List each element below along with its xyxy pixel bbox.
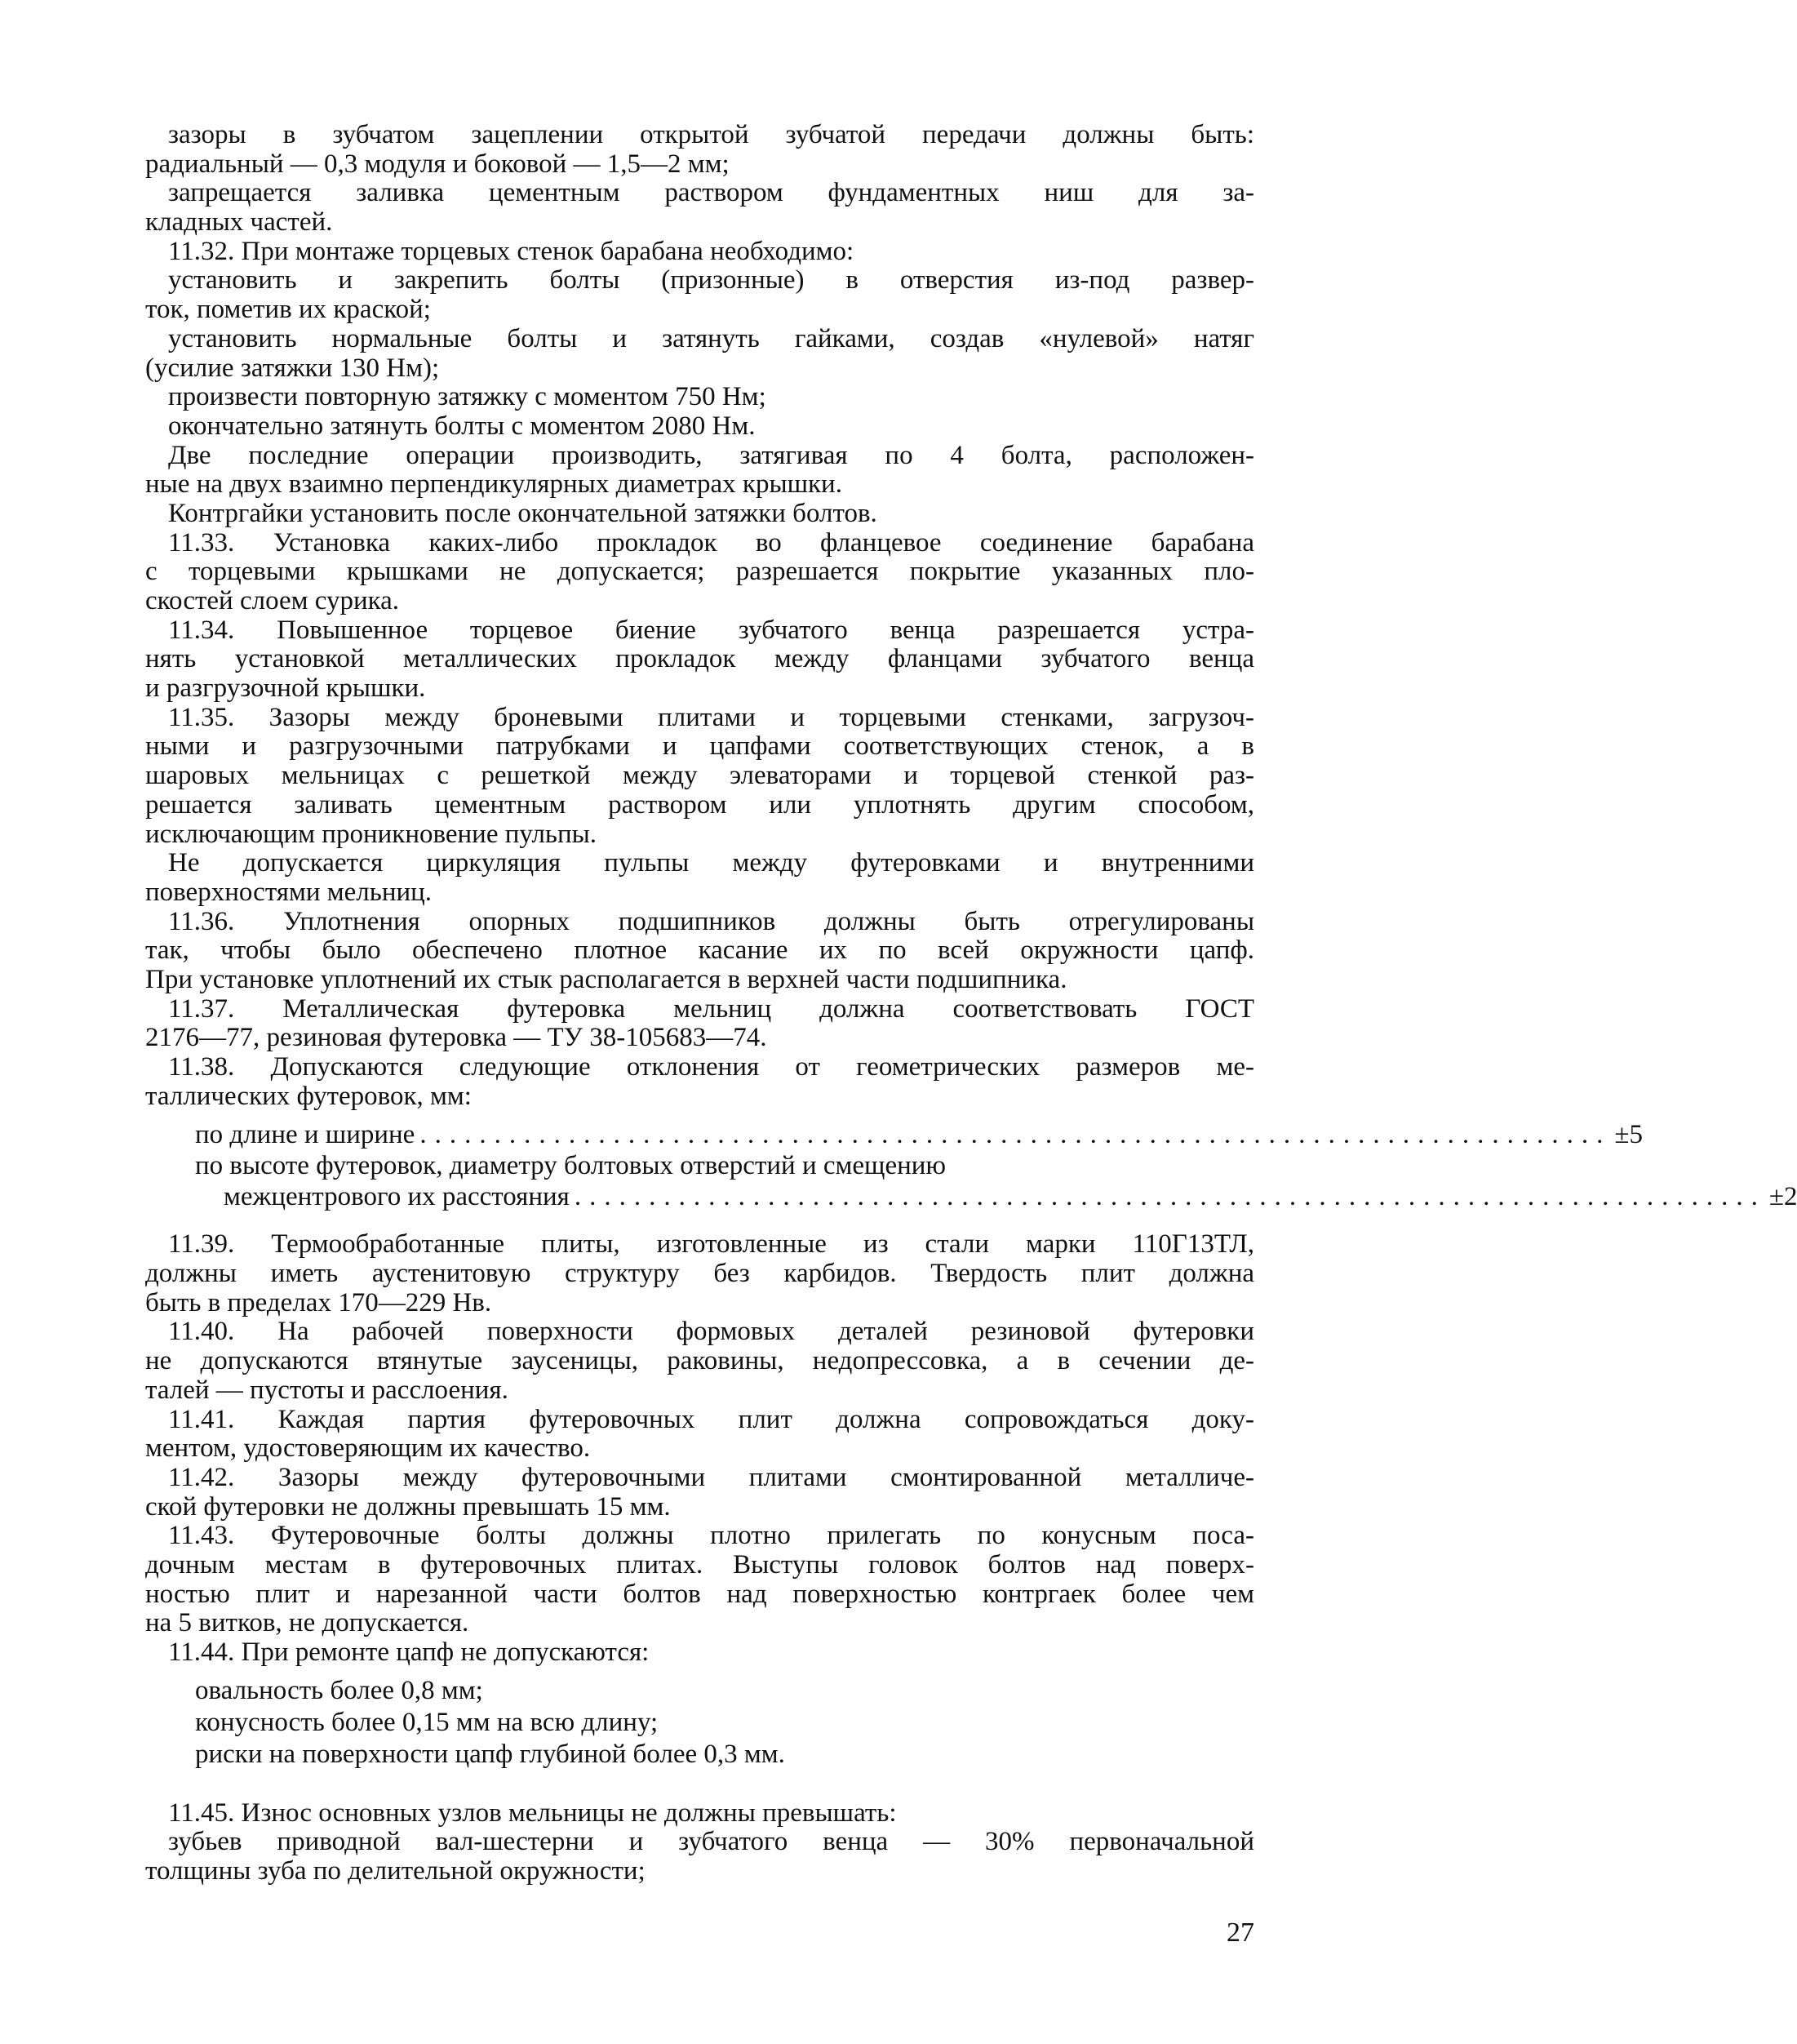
text-line: исключающим проникновение пульпы. [145,819,597,849]
text-line: запрещается заливка цементным раствором фундаментных ниш для за- [168,178,1254,208]
text-line: дочным местам в футеровочных плитах. Выступы головок болтов над поверх- [145,1549,1254,1580]
paragraph [145,849,1254,907]
text-line: установить и закрепить болты (призонные) в отверстия из-под развер- [168,265,1254,295]
tolerance-row [195,1150,1169,1181]
paragraph [145,121,1254,179]
text-line: 11.43. Футеровочные болты должны плотно прилегать по конусным поса- [168,1521,1254,1551]
text-line: кладных частей. [145,207,333,238]
paragraph [145,1464,1254,1522]
text-line: 11.44. При ремонте цапф не допускаются: [168,1637,650,1667]
text-line: зазоры в зубчатом зацеплении открытой зубчатой передачи должны быть: [168,120,1254,149]
tolerance-row [195,1181,1797,1212]
paragraph [145,908,1254,995]
text-line: ской футеровки не должны превышать 15 мм. [145,1491,671,1522]
text-line: 11.36. Уплотнения опорных подшипников должны быть отрегулированы [168,906,1254,936]
text-line: быть в пределах 170—229 Нв. [145,1287,492,1317]
text-line: 11.39. Термообработанные плиты, изготовленные из стали марки 110Г13ТЛ, [168,1229,1254,1260]
paragraph [145,1406,1254,1464]
tolerance-value: ±2 [1768,1182,1797,1212]
text-line: 11.35. Зазоры между броневыми плитами и торцевыми стенками, загрузоч- [168,702,1254,732]
text-line: на 5 витков, не допускается. [145,1608,469,1638]
paragraph [145,1522,1254,1638]
dot-leader: ................................................................................ [419,1120,1612,1150]
text-line: 11.45. Износ основных узлов мельницы не должны превышать: [168,1797,897,1828]
paragraph [145,529,1254,616]
paragraph [145,1638,1254,1668]
text-line: 11.34. Повышенное торцевое биение зубчатого венца разрешается устра- [168,615,1254,645]
paragraph [145,1053,1254,1111]
paragraph [145,325,1254,383]
tolerance-value: ±5 [1614,1120,1643,1150]
paragraph [145,238,1254,267]
paragraph [145,1828,1254,1886]
text-line: При установке уплотнений их стык располагается в верхней части подшипника. [145,964,1067,994]
list-item: овальность более 0,8 мм; [195,1675,483,1705]
page-number: 27 [1227,1917,1254,1948]
text-line: нять установкой металлических прокладок между фланцами зубчатого венца [145,644,1254,674]
text-line: установить нормальные болты и затянуть гайками, создав «нулевой» натяг [168,323,1254,353]
paragraph [145,995,1254,1053]
paragraph [145,616,1254,704]
tolerance-table [145,1119,1797,1212]
text-line: 11.32. При монтаже торцевых стенок барабана необходимо: [168,236,854,266]
text-line: Две последние операции производить, затягивая по 4 болта, расположен- [168,440,1254,470]
text-line: 11.42. Зазоры между футеровочными плитами смонтированной металличе- [168,1462,1254,1492]
text-line: не допускаются втянутые заусеницы, раковины, недопрессовка, а в сечении де- [145,1346,1254,1376]
paragraph [145,1799,1254,1828]
text-line: решается заливать цементным раствором или уплотнять другим способом, [145,789,1254,820]
paragraph [145,383,1254,412]
text-line: талей — пустоты и расслоения. [145,1375,508,1405]
text-line: толщины зуба по делительной окружности; [145,1856,646,1886]
paragraph [145,266,1254,324]
text-line: ные на двух взаимно перпендикулярных диаметрах крышки. [145,469,842,500]
paragraph [145,179,1254,237]
paragraph [145,500,1254,529]
text-line: ток, пометив их краской; [145,295,431,325]
list-item: конусность более 0,15 мм на всю длину; [195,1707,659,1737]
text-line: так, чтобы было обеспечено плотное касание их по всей окружности цапф. [145,935,1254,966]
paragraph [145,1230,1254,1317]
paragraph [145,704,1254,849]
text-line: скостей слоем сурика. [145,586,400,615]
text-line: зубьев приводной вал-шестерни и зубчатого венца — 30% первоначальной [168,1827,1254,1857]
document-body [145,120,1797,1886]
text-line: и разгрузочной крышки. [145,673,426,704]
text-line: ментом, удостоверяющим их качество. [145,1433,591,1464]
list-item: риски на поверхности цапф глубиной более 0,3 мм. [195,1739,785,1769]
text-line: 11.37. Металлическая футеровка мельниц должна соответствовать ГОСТ [168,993,1254,1024]
text-line: ностью плит и нарезанной части болтов над поверхностью контргаек более чем [145,1579,1254,1609]
text-line: 11.40. На рабочей поверхности формовых деталей резиновой футеровки [168,1317,1254,1347]
text-line: Не допускается циркуляция пульпы между футеровками и внутренними [168,848,1254,878]
text-line: ными и разгрузочными патрубками и цапфами соответствующих стенок, а в [145,731,1254,762]
text-line: (усилие затяжки 130 Нм); [145,353,440,383]
text-line: 2176—77, резиновая футеровка — ТУ 38-105683—74. [145,1023,767,1053]
text-line: шаровых мельницах с решеткой между элеваторами и торцевой стенкой раз- [145,761,1254,791]
text-line: с торцевыми крышками не допускается; разрешается покрытие указанных пло- [145,557,1254,587]
paragraph [145,412,1254,442]
defect-list [145,1675,1254,1771]
text-line: окончательно затянуть болты с моментом 2080 Нм. [168,411,756,441]
text-line: 11.41. Каждая партия футеровочных плит должна сопровождаться доку- [168,1404,1254,1434]
dot-leader: ................................................................................ [574,1182,1766,1212]
text-line: произвести повторную затяжку с моментом 750 Нм; [168,382,766,412]
text-line: Контргайки установить после окончательной затяжки болтов. [168,498,877,528]
text-line: должны иметь аустенитовую структуру без карбидов. Твердость плит должна [145,1259,1254,1289]
paragraph [145,442,1254,500]
tolerance-label: по длине и ширине [195,1120,415,1150]
tolerance-label: межцентрового их расстояния [224,1182,570,1212]
text-line: таллических футеровок, мм: [145,1081,472,1111]
tolerance-row [195,1119,1643,1150]
text-line: 11.38. Допускаются следующие отклонения от геометрических размеров ме- [168,1052,1254,1082]
text-line: 11.33. Установка каких-либо прокладок во фланцевое соединение барабана [168,527,1254,558]
text-line: поверхностями мельниц. [145,877,433,907]
tolerance-label: по высоте футеровок, диаметру болтовых отверстий и смещению [195,1151,947,1181]
paragraph [145,1317,1254,1405]
text-line: радиальный — 0,3 модуля и боковой — 1,5—2 мм; [145,149,730,179]
